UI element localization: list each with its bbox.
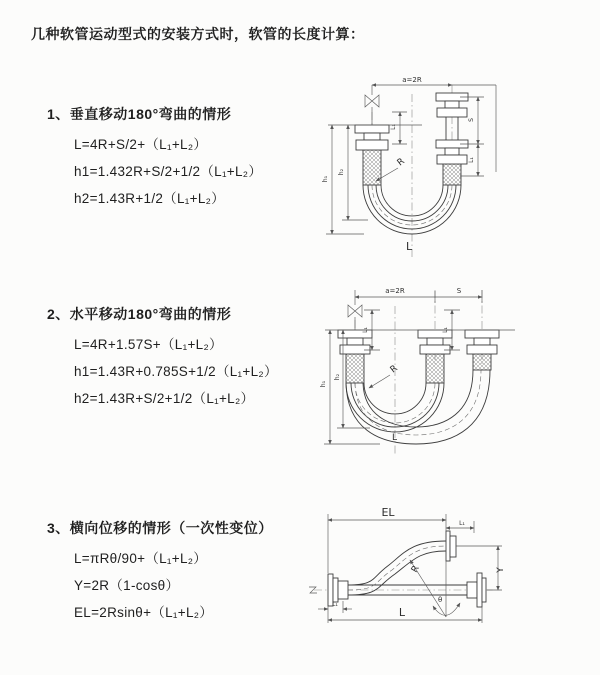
dim-label-length: L	[398, 606, 406, 619]
dim-label-h1: h₁	[320, 380, 327, 388]
dim-label-length: L	[406, 240, 413, 253]
dim-label-l1-top: L₁	[459, 520, 465, 527]
dim-label-length: L	[392, 433, 398, 443]
dim-label-s: S	[468, 118, 475, 122]
formula-line: h1=1.43R+0.785S+1/2（L₁+L₂）	[74, 364, 278, 379]
diagram-horizontal-180-bend	[310, 278, 600, 463]
formula-line: h2=1.43R+1/2（L₁+L₂）	[74, 191, 225, 206]
dim-label-h2: h₂	[334, 373, 341, 381]
valve-icon	[348, 290, 362, 330]
dim-label-l1-left: L₁	[362, 327, 369, 333]
braid-section	[426, 354, 444, 383]
section-1	[47, 104, 262, 212]
dim-label-theta: θ	[438, 596, 443, 604]
dim-label-l1-right: L₁	[468, 157, 475, 163]
flange-fittings	[328, 531, 486, 607]
formula-line: Y=2R（1-cosθ）	[74, 578, 180, 593]
page-title: 几种软管运动型式的安装方式时，软管的长度计算：	[31, 26, 365, 42]
formula-line: EL=2Rsinθ+（L₁+L₂）	[74, 605, 214, 620]
braid-section	[346, 354, 364, 383]
valve-icon	[365, 85, 379, 125]
formula-line: h1=1.432R+S/2+1/2（L₁+L₂）	[74, 164, 263, 179]
dim-label-y: Y	[496, 567, 506, 573]
section-2	[47, 304, 278, 412]
section-3-heading: 3、横向位移的情形（一次性变位）	[47, 520, 273, 536]
section-2-heading: 2、水平移动180°弯曲的情形	[47, 306, 232, 322]
dim-label-el: EL	[381, 506, 395, 519]
dim-label-s: S	[456, 287, 462, 295]
dim-label-l1: L₁	[390, 124, 397, 130]
diagram-vertical-180-bend	[310, 72, 600, 267]
formula-line: L=4R+S/2+（L₁+L₂）	[74, 137, 208, 152]
dim-label-span: a=2R	[385, 287, 405, 295]
dim-label-h2: h₂	[338, 168, 345, 176]
hose-body	[346, 354, 491, 444]
diagram-lateral-displacement	[300, 503, 600, 658]
section-1-heading: 1、垂直移动180°弯曲的情形	[47, 106, 232, 122]
formula-line: L=4R+1.57S+（L₁+L₂）	[74, 337, 223, 352]
section-3-formulas	[74, 545, 273, 626]
dim-label-span: a=2R	[402, 76, 422, 84]
dim-label-l1-mid: L₁	[442, 327, 449, 333]
formula-line: h2=1.43R+S/2+1/2（L₁+L₂）	[74, 391, 255, 406]
dim-label-radius: R	[388, 363, 400, 376]
section-3	[47, 518, 273, 626]
braid-section	[443, 164, 461, 185]
dimension-lines	[309, 514, 502, 623]
braid-section	[473, 354, 491, 370]
dim-label-h1: h₁	[322, 175, 329, 183]
section-2-formulas	[74, 331, 278, 412]
dim-label-radius: R	[395, 156, 407, 169]
formula-line: L=πRθ/90+（L₁+L₂）	[74, 551, 208, 566]
dim-label-l1-left: L₁	[332, 601, 338, 608]
section-1-formulas	[74, 131, 262, 212]
dim-label-radius: R	[409, 564, 422, 575]
